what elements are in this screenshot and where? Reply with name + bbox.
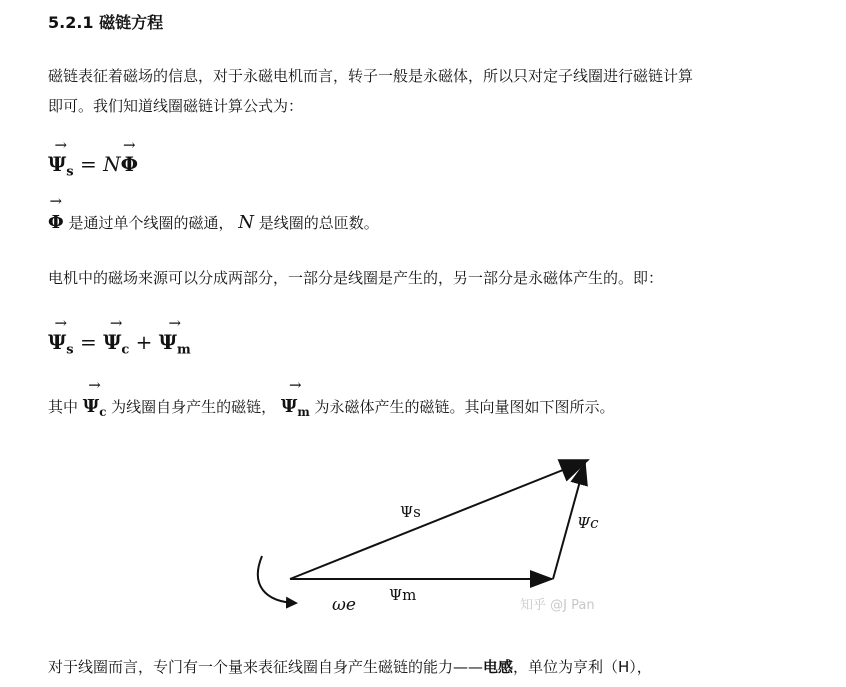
inductance-paragraph <box>48 652 838 682</box>
vector-arrow-icon: → <box>109 314 123 332</box>
turns-variable: N <box>103 152 121 176</box>
psi-s-label: Ψs <box>400 503 421 521</box>
equals-sign: = <box>79 330 97 354</box>
intro-line-2: 即可。我们知道线圈磁链计算公式为： <box>48 97 304 115</box>
section-heading: 5.2.1 磁链方程 <box>48 13 164 32</box>
intro-line-1: 磁链表征着磁场的信息，对于永磁电机而言，转子一般是永磁体，所以只对定子线圈进行磁链计算 <box>48 67 694 85</box>
component-text-1: 其中 <box>48 398 83 416</box>
omega-label: ωe <box>332 595 356 615</box>
subscript: s <box>66 164 74 180</box>
subscript: m <box>177 342 191 358</box>
psi-m-label: Ψm <box>389 586 417 604</box>
psi-c-label: Ψc <box>577 514 599 532</box>
psi-symbol: Ψ <box>103 330 122 354</box>
psi-symbol: Ψ <box>82 396 100 417</box>
vector-arrow-icon: → <box>54 136 68 154</box>
component-text-3: 为永磁体产生的磁链。其向量图如下图所示。 <box>309 398 615 416</box>
source-paragraph: 电机中的磁场来源可以分成两部分，一部分是线圈是产生的，另一部分是永磁体产生的。即： <box>48 269 664 287</box>
psi-s-arrow <box>290 460 588 579</box>
psi-symbol: Ψ <box>48 152 67 176</box>
inductance-text-2: ，单位为亨利（H）， <box>513 658 652 676</box>
plus-sign: + <box>135 330 153 354</box>
inductance-term: 电感 <box>483 658 514 676</box>
component-text-2: 为线圈自身产生的磁链， <box>106 398 277 416</box>
subscript: s <box>66 342 74 358</box>
vector-arrow-icon: → <box>54 314 68 332</box>
vector-arrow-icon: → <box>168 314 182 332</box>
subscript: c <box>121 342 130 358</box>
watermark: 知乎 @J Pan <box>520 598 595 613</box>
psi-symbol: Ψ <box>158 330 178 354</box>
phi-symbol: Φ <box>120 152 138 176</box>
subscript: m <box>297 405 310 420</box>
vector-arrow-icon: → <box>88 376 101 394</box>
turns-definition-text: 是线圈的总匝数。 <box>254 214 379 232</box>
turns-variable: N <box>238 212 254 233</box>
inductance-text-1: 对于线圈而言，专门有一个量来表征线圈自身产生磁链的能力—— <box>48 658 484 676</box>
vector-arrow-icon: → <box>123 136 136 154</box>
psi-symbol: Ψ <box>48 330 67 354</box>
psi-symbol: Ψ <box>280 396 298 417</box>
vector-arrow-icon: → <box>289 376 302 394</box>
phi-symbol: Φ <box>48 212 64 233</box>
subscript: c <box>99 405 107 420</box>
equals-sign: = <box>79 152 97 176</box>
vector-arrow-icon: → <box>49 192 63 210</box>
flux-definition-text: 是通过单个线圈的磁通， <box>63 214 234 232</box>
